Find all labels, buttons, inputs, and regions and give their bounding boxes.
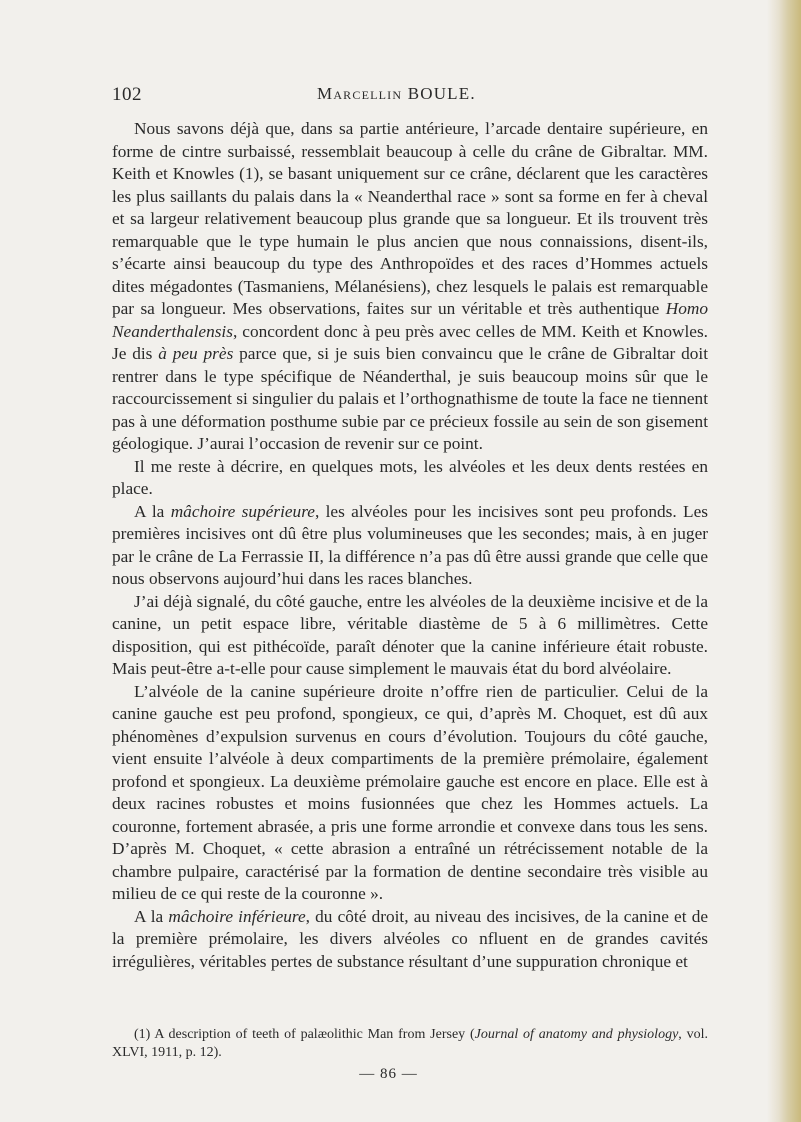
paragraph-upper-jaw: A la mâchoire supérieure, les alvéoles pour les incisives sont peu profonds. Les premières incisives ont dû être plus volumineuses que les secondes; mais, à en juger par le crâne de La Ferrassie II, la différence n’a pas dû être aussi grande que celle que nous observons aujourd’hui dans les races blanches. <box>112 501 709 588</box>
running-head: Marcellin BOULE. <box>317 84 476 103</box>
paragraph-remaining: Il me reste à décrire, en quelques mots, les alvéoles et les deux dents restées en place. <box>112 456 708 498</box>
paragraph-palate: Nous savons déjà que, dans sa partie antérieure, l’arcade dentaire supérieure, en forme de cintre surbaissé, ressemblait beaucoup à celle du crâne de Gibraltar. MM. Keith et Knowles (1), se basant uniquement sur ce crâne, déclarent que les caractères les plus saillants du palais dans la « Neanderthal race » sont sa forme en fer à cheval et sa largeur relativement beaucoup plus grande que sa longueur. Et ils trouvent très remarquable que le type humain le plus ancien que nous connaissions, disent-ils, s’écarte ainsi beaucoup du type des Anthropoïdes et des races d’Hommes actuels dites mégadontes (Tasmaniens, Mélanésiens), chez lesquels le palais est remarquable par sa longueur. Mes observations, faites sur un véritable et très authentique Homo Neanderthalensis, concordent donc à peu près avec celles de MM. Keith et Knowles. Je dis à peu près parce que, si je suis bien convaincu que le crâne de Gibraltar doit rentrer dans le type spécifique de Néanderthal, je suis beaucoup moins sûr que le raccourcissement si singulier du palais et l’orthognathisme de toute la face ne tiennent pas à une déformation posthume subie par ce précieux fossile au sein de son gisement géologique. J’aurai l’occasion de revenir sur ce point. <box>112 119 709 453</box>
page-edge-shadow <box>767 0 801 1122</box>
page-number: 102 <box>112 84 142 105</box>
page-folio: — 86 — <box>359 1066 418 1082</box>
footnote: (1) A description of teeth of palæolithic Man from Jersey (Journal of anatomy and physiology, vol. XLVI, 1911, p. 12). <box>112 1027 708 1060</box>
paragraph-diastema: J’ai déjà signalé, du côté gauche, entre les alvéoles de la deuxième incisive et de la canine, un petit espace libre, véritable diastème de 5 à 6 millimètres. Cette disposition, qui est pithécoïde, paraît dénoter que la canine inférieure était robuste. Mais peut-être a-t-elle pour cause simplement le mauvais état du bord alvéolaire. <box>112 591 708 678</box>
emphasis-lower-jaw: mâchoire inférieure <box>168 906 306 926</box>
emphasis-a-peu-pres: à peu près <box>158 344 234 363</box>
paragraph-lower-jaw: A la mâchoire inférieure, du côté droit, au niveau des incisives, de la canine et de la première prémolaire, les divers alvéoles co nfluent en de grandes cavités irrégulières, véritables pertes de substance résultant d’une suppuration chronique et <box>112 906 708 971</box>
body-text <box>112 118 708 973</box>
emphasis-upper-jaw: mâchoire supérieure <box>170 501 315 521</box>
journal-title: Journal of anatomy and physiology <box>474 1027 679 1042</box>
species-name: Homo Neanderthalensis <box>112 299 708 341</box>
paragraph-canine: L’alvéole de la canine supérieure droite n’offre rien de particulier. Celui de la canine gauche est peu profond, spongieux, ce qui, d’après M. Choquet, est dû aux phénomènes d’expulsion survenus en cours d’évolution. Toujours du côté gauche, vient ensuite l’alvéole à deux compartiments de la première prémolaire, également profond et spongieux. La deuxième prémolaire gauche est encore en place. Elle est à deux racines robustes et moins fusionnées que chez les Hommes actuels. La couronne, fortement abrasée, a pris une forme arrondie et convexe dans tous les sens. D’après M. Choquet, « cette abrasion a entraîné un rétrécissement notable de la chambre pulpaire, caractérisé par la formation de dentine secondaire très visible au milieu de ce qui reste de la couronne ». <box>112 681 708 903</box>
page-header <box>112 84 702 110</box>
